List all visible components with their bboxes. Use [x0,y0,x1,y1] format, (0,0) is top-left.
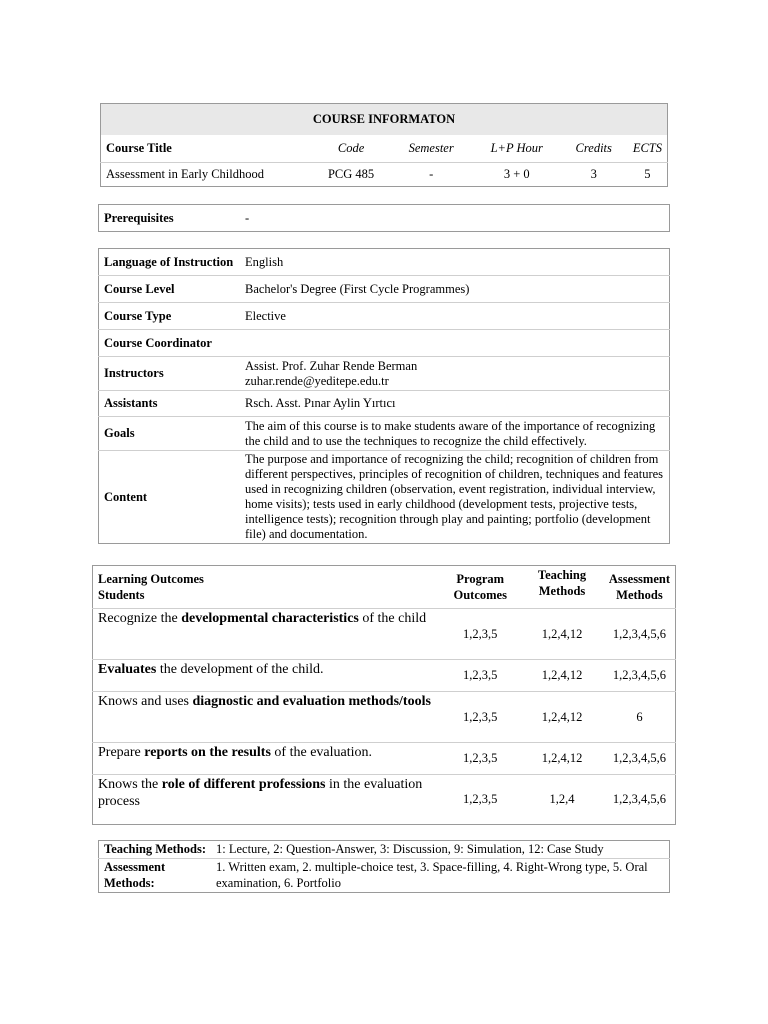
goals-value: The aim of this course is to make students aware of the importance of recognizing the child and to use the techniques to recognize the child effectively. [240,417,670,451]
instructor-name: Assist. Prof. Zuhar Rende Berman [245,358,418,373]
course-type-value: Elective [240,303,670,330]
prerequisites-table [98,204,670,232]
outcome-text [93,692,441,743]
course-information-heading: COURSE INFORMATON [101,104,668,136]
assessment-methods-header-line1: Assessment [608,572,670,586]
code-header: Code [314,135,389,163]
outcome-text-part: Recognize the [98,611,182,626]
assessment-methods-legend-value: 1. Written exam, 2. multiple-choice test, 3. Space-filling, 4. Right-Wrong type, 5. Oral examination, 6. Portfolio [211,859,670,893]
outcome-text-part: of the evaluation. [270,745,372,760]
outcome-emphasis: role of different professions [161,777,326,792]
program-outcomes-value: 1,2,3,5 [440,692,520,743]
assistants-value: Rsch. Asst. Pınar Aylin Yırtıcı [240,391,670,417]
course-level-label: Course Level [99,276,241,303]
instructors-value [240,357,670,391]
learning-outcomes-table [92,565,676,825]
program-outcomes-header [440,566,520,609]
language-value: English [245,254,284,269]
outcome-row [93,775,676,825]
prerequisites-label: Prerequisites [104,210,174,225]
prerequisites-value: - [245,210,250,225]
assessment-methods-value: 1,2,3,4,5,6 [604,743,676,775]
program-outcomes-value: 1,2,3,5 [440,660,520,692]
course-coordinator-value [240,330,670,357]
content-value: The purpose and importance of recognizing the child; recognition of children from different perspectives, principles of recognition of children, techniques and features used in recognizing children (observation, event registration, individual interview, home visits); tests used in early childhood (development tests, projective tests, intelligence tests); recognition through play and painting; portfolio (development file) and documentation. [240,451,670,544]
assessment-methods-value: 6 [604,692,676,743]
course-level-value: Bachelor's Degree (First Cycle Programmes) [240,276,670,303]
learning-outcomes-header [93,566,441,609]
program-outcomes-value: 1,2,3,5 [440,743,520,775]
outcome-emphasis: diagnostic and evaluation methods/tools [192,694,431,709]
assistants-row [99,391,670,417]
course-coordinator-row [99,330,670,357]
outcome-text-part: in the evaluation process [98,777,423,809]
course-level-row [99,276,670,303]
learning-outcomes-subtitle: Students [98,588,145,602]
language-row [99,249,670,276]
teaching-methods-value: 1,2,4,12 [520,609,604,660]
teaching-methods-header-line2: Methods [538,584,586,598]
outcome-emphasis: Evaluates [98,662,157,677]
course-type-row [99,303,670,330]
teaching-methods-header [520,566,604,609]
semester-header: Semester [388,135,473,163]
course-information-table [100,103,668,187]
outcome-text-part: of the child [358,611,427,626]
assessment-methods-header-line2: Methods [616,588,663,602]
assessment-methods-value: 1,2,3,4,5,6 [604,775,676,825]
course-coordinator-label: Course Coordinator [99,330,241,357]
assessment-methods-legend-row [99,859,670,893]
program-outcomes-header-line1: Program [456,572,505,586]
learning-outcomes-title: Learning Outcomes [98,572,204,586]
outcome-row [93,743,676,775]
teaching-methods-legend-label: Teaching Methods: [104,842,206,856]
course-type-label: Course Type [99,303,241,330]
outcome-text [93,775,441,825]
lp-hour-value: 3 + 0 [503,167,530,181]
outcome-text-part: Prepare [98,745,145,760]
instructor-email: zuhar.rende@yeditepe.edu.tr [245,373,389,388]
assessment-methods-header [604,566,676,609]
goals-label: Goals [99,417,241,451]
outcome-text-part: the development of the child. [156,662,324,677]
outcome-text [93,609,441,660]
credits-value: 3 [590,167,597,181]
teaching-methods-value: 1,2,4,12 [520,743,604,775]
instructors-row [99,357,670,391]
ects-value: 5 [644,167,651,181]
assessment-methods-legend-label: Assessment Methods: [99,859,212,893]
teaching-methods-legend-value: 1: Lecture, 2: Question-Answer, 3: Discussion, 9: Simulation, 12: Case Study [216,842,604,856]
code-value: PCG 485 [327,167,375,181]
assistants-label: Assistants [99,391,241,417]
teaching-methods-legend-row [99,841,670,859]
course-title-header: Course Title [101,135,314,163]
outcome-emphasis: reports on the results [144,745,271,760]
outcome-row [93,692,676,743]
outcome-text-part: Knows and uses [98,694,193,709]
content-row [99,451,670,544]
language-label: Language of Instruction [104,254,234,269]
outcome-emphasis: developmental characteristics [181,611,359,626]
teaching-methods-value: 1,2,4,12 [520,692,604,743]
outcome-row [93,660,676,692]
teaching-methods-header-line1: Teaching [537,568,587,582]
semester-value: - [429,167,434,181]
credits-header: Credits [560,135,628,163]
assessment-methods-value: 1,2,3,4,5,6 [604,660,676,692]
outcome-text-part: Knows the [98,777,162,792]
ects-header: ECTS [628,135,668,163]
assessment-methods-value: 1,2,3,4,5,6 [604,609,676,660]
methods-legend-table [98,840,670,893]
program-outcomes-value: 1,2,3,5 [440,775,520,825]
teaching-methods-value: 1,2,4,12 [520,660,604,692]
instructors-label: Instructors [99,357,241,391]
learning-outcomes-header-row [93,566,676,609]
program-outcomes-value: 1,2,3,5 [440,609,520,660]
outcome-text [93,660,441,692]
course-details-table [98,248,670,544]
program-outcomes-header-line2: Outcomes [453,588,507,602]
goals-row [99,417,670,451]
teaching-methods-value: 1,2,4 [520,775,604,825]
course-title-value: Assessment in Early Childhood [106,167,264,181]
outcome-row [93,609,676,660]
content-label: Content [99,451,241,544]
outcome-text [93,743,441,775]
lp-hour-header: L+P Hour [474,135,560,163]
